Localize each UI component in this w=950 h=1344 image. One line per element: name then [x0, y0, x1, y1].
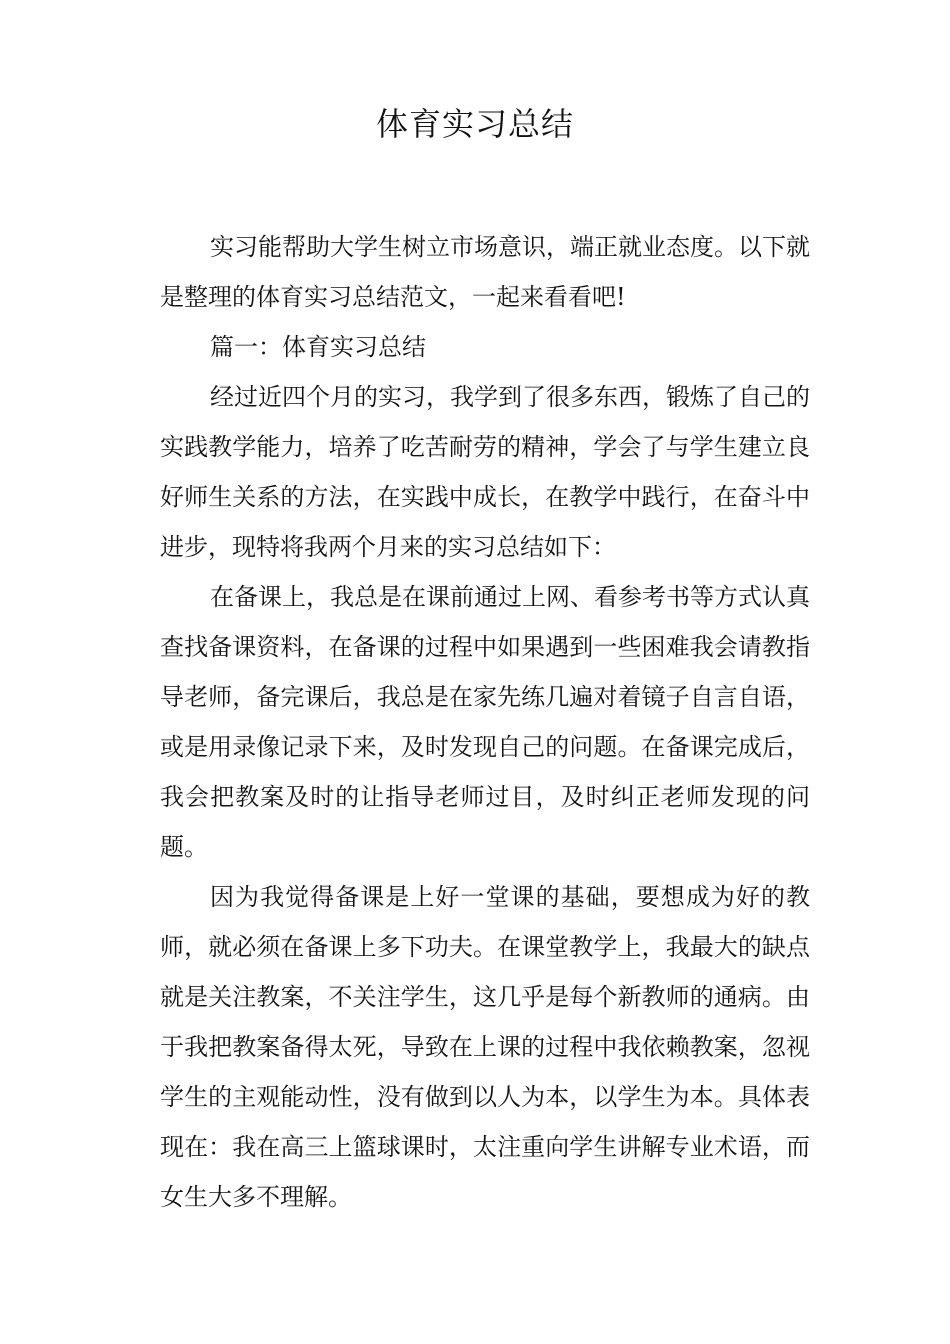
document-title: 体育实习总结 [375, 105, 574, 143]
document-body [160, 222, 810, 1222]
section-heading: 篇一：体育实习总结 [210, 333, 426, 361]
paragraph-lesson-prep: 在备课上，我总是在课前通过上网、看参考书等方式认真查找备课资料，在备课的过程中如果遇到一些困难我会请教指导老师，备完课后，我总是在家先练几遍对着镜子自言自语，或是用录像记录下来，及时发现自己的问题。在备课完成后，我会把教案及时的让指导老师过目，及时纠正老师发现的问题。 [160, 583, 810, 861]
paragraph-overview: 经过近四个月的实习，我学到了很多东西，锻炼了自己的实践教学能力，培养了吃苦耐劳的精神，学会了与学生建立良好师生关系的方法，在实践中成长，在教学中践行，在奋斗中进步，现特将我两个月来的实习总结如下： [160, 383, 810, 561]
paragraph-teaching: 因为我觉得备课是上好一堂课的基础，要想成为好的教师，就必须在备课上多下功夫。在课堂教学上，我最大的缺点就是关注教案，不关注学生，这几乎是每个新教师的通病。由于我把教案备得太死，导致在上课的过程中我依赖教案，忽视学生的主观能动性，没有做到以人为本，以学生为本。具体表现在：我在高三上篮球课时，太注重向学生讲解专业术语，而女生大多不理解。 [160, 883, 810, 1211]
paragraph-intro: 实习能帮助大学生树立市场意识，端正就业态度。以下就是整理的体育实习总结范文，一起来看看吧! [160, 233, 810, 311]
